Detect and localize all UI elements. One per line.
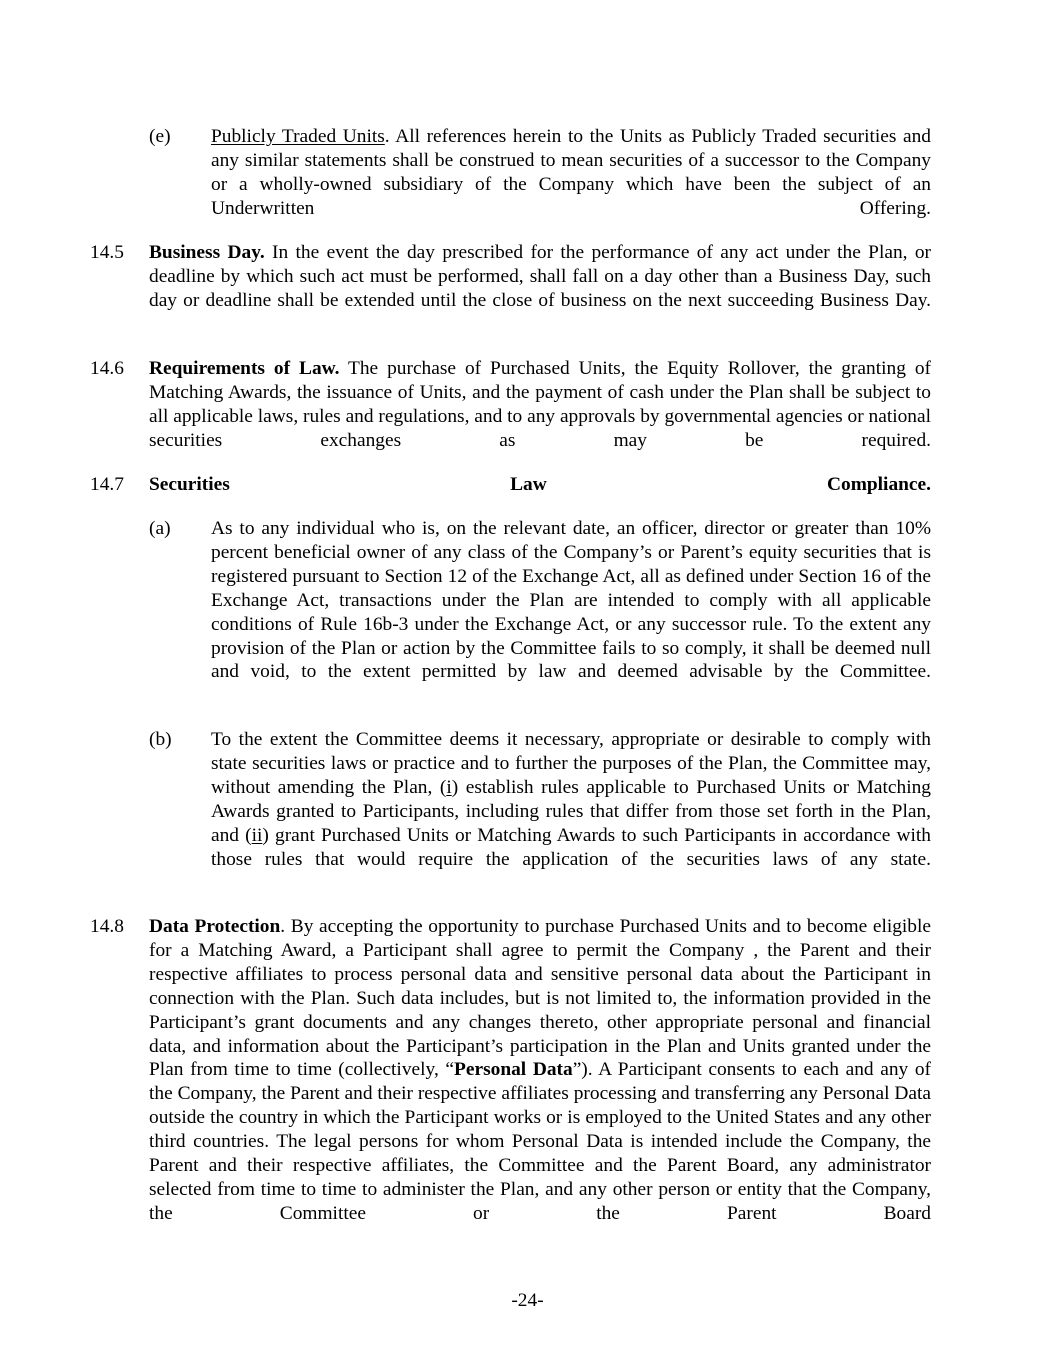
section-14-7-b-roman-2: ii: [251, 824, 263, 846]
section-14-8: [90, 915, 931, 1250]
section-14-5-text: In the event the day prescribed for the performance of any act under the Plan, or deadline by which such act must be performed, shall fall on a day other than a Business Day, such day or deadline shall be extended until the close of business on the next succeeding Business Day.: [149, 242, 931, 311]
section-14-7-b-text-1: To the extent the Committee deems it necessary, appropriate or desirable to comply with state securities laws or practice and to further the purposes of the Plan, the Committee may, without amending the Plan, (: [211, 729, 931, 798]
section-14-5: [90, 241, 931, 337]
section-14-5-number: 14.5: [90, 242, 124, 263]
section-e-label: (e): [149, 126, 171, 147]
section-14-5-heading: Business Day.: [149, 242, 265, 263]
section-14-7-heading-line: [149, 473, 931, 521]
section-14-8-defined-term: Personal Data: [454, 1059, 573, 1081]
section-14-8-number: 14.8: [90, 916, 124, 937]
section-14-6: [90, 357, 931, 477]
section-14-8-heading: Data Protection: [149, 916, 281, 937]
section-14-7-a-label: (a): [149, 518, 171, 539]
section-e: [149, 125, 931, 245]
section-14-7-b-paragraph: [211, 728, 931, 895]
section-14-6-heading: Requirements of Law.: [149, 358, 340, 379]
section-e-heading: Publicly Traded Units: [211, 126, 385, 147]
section-14-8-text-2: ”). A Participant consents to each and any of the Company, the Parent and their respective affiliates processing and transferring any Personal Data outside the country in which the Participant works or is employed to the United States and any other third countries. The legal persons for whom Personal Data is intended include the Company, the Parent and their respective affiliates, the Committee and the Parent Board, any administrator selected from time to time to administer the Plan, and any other person or entity that the Company, the Committee or the Parent Board: [149, 1059, 931, 1224]
section-14-7: [90, 473, 931, 521]
section-14-7-b-roman-1: i: [446, 776, 452, 798]
section-e-paragraph: [211, 125, 931, 245]
section-14-7-b-label: (b): [149, 729, 172, 750]
section-14-8-paragraph: [149, 915, 931, 1250]
section-14-7-b: [149, 728, 931, 895]
section-14-8-text-1: . By accepting the opportunity to purchase Purchased Units and to become eligible for a Matching Award, a Participant shall agree to permit the Company , the Parent and their respective affiliates to process personal data and sensitive personal data about the Participant in connection with the Plan. Such data includes, but is not limited to, the information provided in the Participant’s grant documents and any changes thereto, other appropriate personal and financial data, and information about the Participant’s participation in the Plan and Units granted under the Plan from time to time (collectively, “: [149, 916, 931, 1081]
section-14-7-heading: Securities Law Compliance.: [149, 474, 931, 495]
section-14-6-paragraph: [149, 357, 931, 477]
section-14-7-b-text-2: ) establish rules applicable to Purchased Units or Matching Awards granted to Participants, including rules that differ from those set forth in the Plan, and (: [211, 776, 931, 846]
section-14-5-paragraph: [149, 241, 931, 337]
section-14-7-a: [149, 517, 931, 708]
section-14-7-number: 14.7: [90, 474, 124, 495]
page-number: -24-: [511, 1290, 544, 1311]
section-14-7-a-text: As to any individual who is, on the relevant date, an officer, director or greater than 10% percent beneficial owner of any class of the Company’s or Parent’s equity securities that is registered pursuant to Section 12 of the Exchange Act, all as defined under Section 16 of the Exchange Act, transactions under the Plan are intended to comply with all applicable conditions of Rule 16b-3 under the Exchange Act, or any successor rule. To the extent any provision of the Plan or action by the Committee fails to so comply, it shall be deemed null and void, to the extent permitted by law and deemed advisable by the Committee.: [211, 518, 931, 683]
section-14-7-b-text-3: ) grant Purchased Units or Matching Awards to such Participants in accordance with those rules that would require the application of the securities laws of any state.: [211, 824, 931, 870]
section-14-6-text: The purchase of Purchased Units, the Equity Rollover, the granting of Matching Awards, the issuance of Units, and the payment of cash under the Plan shall be subject to all applicable laws, rules and regulations, and to any approvals by governmental agencies or national securities exchanges as may be required.: [149, 358, 931, 451]
section-14-6-number: 14.6: [90, 358, 124, 379]
section-e-text: . All references herein to the Units as Publicly Traded securities and any similar statements shall be construed to mean securities of a successor to the Company or a wholly-owned subsidiary of the Company which have been the subject of an Underwritten Offering.: [211, 126, 932, 219]
